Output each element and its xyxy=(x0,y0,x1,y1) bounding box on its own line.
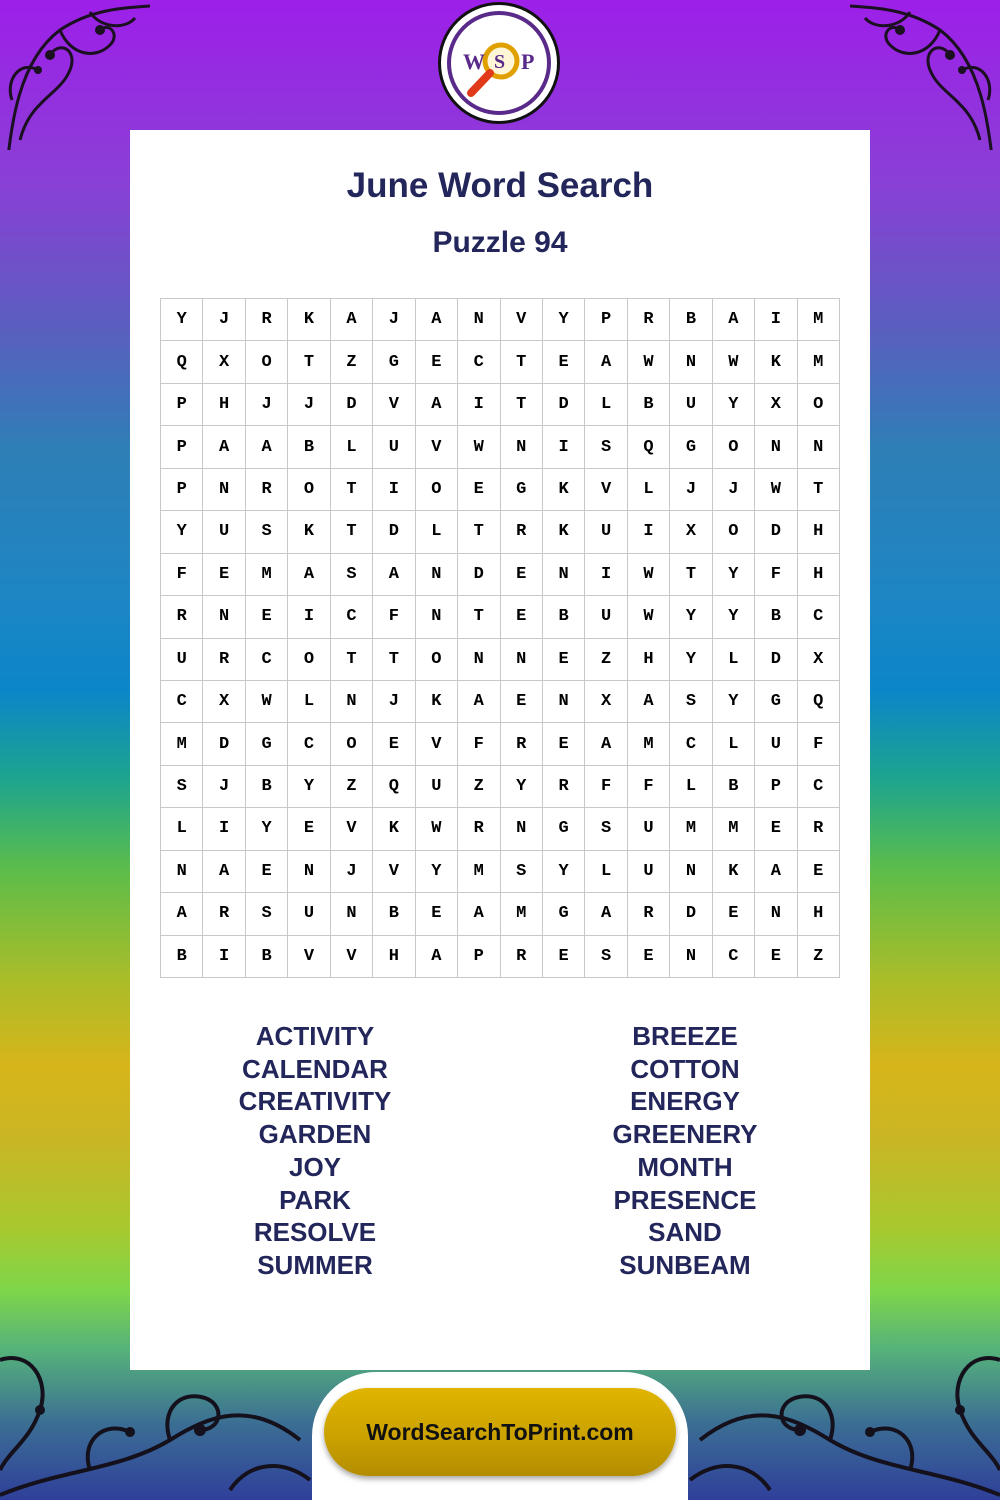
grid-cell[interactable]: Y xyxy=(670,639,712,681)
grid-cell[interactable]: S xyxy=(670,681,712,723)
website-link[interactable]: WordSearchToPrint.com xyxy=(366,1418,634,1445)
grid-cell[interactable]: Q xyxy=(628,426,670,468)
grid-cell[interactable]: K xyxy=(543,469,585,511)
grid-cell[interactable]: S xyxy=(246,511,288,553)
grid-cell[interactable]: G xyxy=(755,681,797,723)
grid-cell[interactable]: H xyxy=(373,936,415,978)
grid-cell[interactable]: E xyxy=(373,723,415,765)
grid-cell[interactable]: T xyxy=(501,384,543,426)
grid-cell[interactable]: E xyxy=(628,936,670,978)
grid-cell[interactable]: Y xyxy=(543,299,585,341)
grid-cell[interactable]: M xyxy=(161,723,203,765)
grid-cell[interactable]: S xyxy=(585,936,627,978)
grid-cell[interactable]: U xyxy=(628,808,670,850)
grid-cell[interactable]: U xyxy=(161,639,203,681)
grid-cell[interactable]: N xyxy=(670,851,712,893)
grid-cell[interactable]: E xyxy=(458,469,500,511)
grid-cell[interactable]: X xyxy=(755,384,797,426)
grid-cell[interactable]: E xyxy=(501,681,543,723)
grid-cell[interactable]: T xyxy=(331,469,373,511)
grid-cell[interactable]: A xyxy=(458,681,500,723)
grid-cell[interactable]: T xyxy=(288,341,330,383)
grid-cell[interactable]: Z xyxy=(798,936,840,978)
grid-cell[interactable]: B xyxy=(755,596,797,638)
grid-cell[interactable]: Z xyxy=(585,639,627,681)
grid-cell[interactable]: S xyxy=(246,893,288,935)
grid-cell[interactable]: Y xyxy=(161,299,203,341)
grid-cell[interactable]: R xyxy=(246,469,288,511)
grid-cell[interactable]: F xyxy=(798,723,840,765)
grid-cell[interactable]: F xyxy=(755,554,797,596)
grid-cell[interactable]: K xyxy=(713,851,755,893)
grid-cell[interactable]: Y xyxy=(288,766,330,808)
grid-cell[interactable]: A xyxy=(161,893,203,935)
word-item: RESOLVE xyxy=(253,1217,377,1248)
grid-cell[interactable]: A xyxy=(628,681,670,723)
grid-cell[interactable]: G xyxy=(670,426,712,468)
grid-cell[interactable]: Z xyxy=(331,341,373,383)
grid-cell[interactable]: G xyxy=(246,723,288,765)
grid-cell[interactable]: L xyxy=(670,766,712,808)
word-item: MONTH xyxy=(637,1151,733,1182)
grid-cell[interactable]: V xyxy=(416,723,458,765)
grid-cell[interactable]: I xyxy=(203,808,245,850)
svg-text:S: S xyxy=(494,51,506,73)
grid-cell[interactable]: A xyxy=(331,299,373,341)
grid-cell[interactable]: E xyxy=(543,639,585,681)
grid-cell[interactable]: G xyxy=(543,808,585,850)
grid-cell[interactable]: E xyxy=(203,554,245,596)
website-button[interactable] xyxy=(324,1388,676,1476)
grid-cell[interactable]: N xyxy=(458,299,500,341)
grid-cell[interactable]: B xyxy=(373,893,415,935)
grid-cell[interactable]: N xyxy=(288,851,330,893)
grid-cell[interactable]: D xyxy=(203,723,245,765)
grid-cell[interactable]: V xyxy=(416,426,458,468)
grid-cell[interactable]: U xyxy=(628,851,670,893)
grid-cell[interactable]: K xyxy=(373,808,415,850)
grid-cell[interactable]: O xyxy=(416,469,458,511)
grid-cell[interactable]: R xyxy=(161,596,203,638)
grid-cell[interactable]: E xyxy=(416,893,458,935)
grid-cell[interactable]: N xyxy=(203,596,245,638)
grid-cell[interactable]: L xyxy=(161,808,203,850)
grid-cell[interactable]: E xyxy=(798,851,840,893)
grid-cell[interactable]: J xyxy=(373,681,415,723)
grid-cell[interactable]: J xyxy=(331,851,373,893)
grid-cell[interactable]: C xyxy=(670,723,712,765)
grid-cell[interactable]: O xyxy=(246,341,288,383)
svg-text:P: P xyxy=(521,49,535,74)
grid-cell[interactable]: U xyxy=(288,893,330,935)
grid-cell[interactable]: C xyxy=(713,936,755,978)
grid-cell[interactable]: Y xyxy=(713,681,755,723)
word-item: BREEZE xyxy=(632,1021,738,1051)
grid-cell[interactable]: B xyxy=(161,936,203,978)
grid-cell[interactable]: T xyxy=(670,554,712,596)
grid-cell[interactable]: S xyxy=(585,808,627,850)
grid-cell[interactable]: J xyxy=(713,469,755,511)
word-item: CREATIVITY xyxy=(238,1086,392,1117)
grid-cell[interactable]: B xyxy=(543,596,585,638)
grid-cell[interactable]: A xyxy=(458,893,500,935)
magnifier-icon xyxy=(441,5,557,121)
grid-cell[interactable]: N xyxy=(161,851,203,893)
grid-cell[interactable]: C xyxy=(458,341,500,383)
word-item: ENERGY xyxy=(630,1086,740,1117)
grid-cell[interactable]: L xyxy=(628,469,670,511)
grid-cell[interactable]: P xyxy=(458,936,500,978)
grid-cell[interactable]: V xyxy=(585,469,627,511)
grid-cell[interactable]: D xyxy=(331,384,373,426)
grid-cell[interactable]: V xyxy=(373,851,415,893)
grid-cell[interactable]: V xyxy=(331,936,373,978)
grid-cell[interactable]: R xyxy=(203,893,245,935)
word-item: PARK xyxy=(279,1184,351,1215)
grid-cell[interactable]: O xyxy=(798,384,840,426)
grid-cell[interactable]: F xyxy=(373,596,415,638)
grid-cell[interactable]: R xyxy=(628,299,670,341)
grid-cell[interactable]: D xyxy=(755,639,797,681)
page-title: June Word Search xyxy=(346,166,654,205)
grid-cell[interactable]: N xyxy=(670,341,712,383)
grid-cell[interactable]: U xyxy=(670,384,712,426)
grid-cell[interactable]: Y xyxy=(713,554,755,596)
grid-cell[interactable]: V xyxy=(373,384,415,426)
grid-cell[interactable]: R xyxy=(628,893,670,935)
puzzle-sheet xyxy=(130,130,870,1370)
grid-cell[interactable]: B xyxy=(713,766,755,808)
grid-cell[interactable]: D xyxy=(755,511,797,553)
grid-cell[interactable]: N xyxy=(543,681,585,723)
grid-cell[interactable]: E xyxy=(713,893,755,935)
grid-cell[interactable]: F xyxy=(585,766,627,808)
grid-cell[interactable]: U xyxy=(585,511,627,553)
grid-cell[interactable]: D xyxy=(543,384,585,426)
grid-cell[interactable]: N xyxy=(203,469,245,511)
grid-cell[interactable]: C xyxy=(798,596,840,638)
grid-cell[interactable]: O xyxy=(416,639,458,681)
grid-cell[interactable]: M xyxy=(798,299,840,341)
grid-cell[interactable]: A xyxy=(585,341,627,383)
grid-cell[interactable]: D xyxy=(458,554,500,596)
grid-cell[interactable]: W xyxy=(416,808,458,850)
grid-cell[interactable]: M xyxy=(798,341,840,383)
grid-cell[interactable]: T xyxy=(373,639,415,681)
word-item: GREENERY xyxy=(612,1119,758,1150)
grid-cell[interactable]: W xyxy=(628,554,670,596)
grid-cell[interactable]: L xyxy=(585,384,627,426)
grid-cell[interactable]: E xyxy=(416,341,458,383)
grid-cell[interactable]: A xyxy=(373,554,415,596)
grid-cell[interactable]: B xyxy=(246,766,288,808)
grid-cell[interactable]: I xyxy=(628,511,670,553)
grid-cell[interactable]: T xyxy=(331,511,373,553)
grid-cell[interactable]: Y xyxy=(670,596,712,638)
grid-cell[interactable]: N xyxy=(416,596,458,638)
grid-cell[interactable]: J xyxy=(670,469,712,511)
grid-cell[interactable]: Z xyxy=(458,766,500,808)
grid-cell[interactable]: H xyxy=(798,511,840,553)
grid-cell[interactable]: E xyxy=(543,936,585,978)
grid-cell[interactable]: U xyxy=(416,766,458,808)
grid-cell[interactable]: M xyxy=(713,808,755,850)
grid-cell[interactable]: N xyxy=(501,808,543,850)
grid-cell[interactable]: D xyxy=(670,893,712,935)
grid-cell[interactable]: I xyxy=(288,596,330,638)
grid-cell[interactable]: X xyxy=(585,681,627,723)
word-item: COTTON xyxy=(630,1053,740,1084)
grid-cell[interactable]: K xyxy=(755,341,797,383)
grid-cell[interactable]: W xyxy=(246,681,288,723)
grid-cell[interactable]: J xyxy=(288,384,330,426)
word-item: GARDEN xyxy=(258,1119,372,1150)
grid-cell[interactable]: O xyxy=(288,639,330,681)
word-item: SUMMER xyxy=(257,1249,373,1280)
grid-cell[interactable]: L xyxy=(585,851,627,893)
grid-cell[interactable]: R xyxy=(501,511,543,553)
grid-cell[interactable]: K xyxy=(288,511,330,553)
grid-cell[interactable]: E xyxy=(755,936,797,978)
grid-cell[interactable]: G xyxy=(543,893,585,935)
corner-flourish-top-right xyxy=(850,0,1000,150)
grid-cell[interactable]: X xyxy=(670,511,712,553)
grid-cell[interactable]: P xyxy=(585,299,627,341)
grid-cell[interactable]: E xyxy=(288,808,330,850)
grid-cell[interactable]: R xyxy=(246,299,288,341)
grid-cell[interactable]: C xyxy=(331,596,373,638)
grid-cell[interactable]: S xyxy=(161,766,203,808)
grid-cell[interactable]: E xyxy=(543,723,585,765)
grid-cell[interactable]: Q xyxy=(798,681,840,723)
grid-cell[interactable]: A xyxy=(755,851,797,893)
grid-cell[interactable]: F xyxy=(161,554,203,596)
grid-cell[interactable]: U xyxy=(373,426,415,468)
grid-cell[interactable]: U xyxy=(585,596,627,638)
grid-cell[interactable]: S xyxy=(331,554,373,596)
grid-cell[interactable]: A xyxy=(713,299,755,341)
grid-cell[interactable]: L xyxy=(713,723,755,765)
svg-text:W: W xyxy=(463,49,485,74)
grid-cell[interactable]: B xyxy=(288,426,330,468)
grid-cell[interactable]: X xyxy=(203,341,245,383)
grid-cell[interactable]: A xyxy=(203,426,245,468)
grid-cell[interactable]: G xyxy=(501,469,543,511)
grid-cell[interactable]: N xyxy=(755,893,797,935)
grid-cell[interactable]: C xyxy=(798,766,840,808)
letter-grid[interactable] xyxy=(160,298,840,978)
grid-cell[interactable]: C xyxy=(161,681,203,723)
grid-cell[interactable]: P xyxy=(161,469,203,511)
grid-cell[interactable]: D xyxy=(373,511,415,553)
grid-cell[interactable]: Y xyxy=(501,766,543,808)
grid-cell[interactable]: O xyxy=(713,426,755,468)
grid-cell[interactable]: V xyxy=(288,936,330,978)
grid-cell[interactable]: P xyxy=(755,766,797,808)
grid-cell[interactable]: J xyxy=(203,299,245,341)
grid-cell[interactable]: W xyxy=(755,469,797,511)
grid-cell[interactable]: R xyxy=(458,808,500,850)
grid-cell[interactable]: H xyxy=(798,893,840,935)
grid-cell[interactable]: H xyxy=(628,639,670,681)
grid-cell[interactable]: M xyxy=(501,893,543,935)
grid-cell[interactable]: M xyxy=(670,808,712,850)
grid-cell[interactable]: P xyxy=(161,426,203,468)
grid-cell[interactable]: O xyxy=(713,511,755,553)
grid-cell[interactable]: J xyxy=(246,384,288,426)
grid-cell[interactable]: Y xyxy=(161,511,203,553)
grid-cell[interactable]: R xyxy=(203,639,245,681)
grid-cell[interactable]: J xyxy=(203,766,245,808)
grid-cell[interactable]: N xyxy=(501,426,543,468)
grid-cell[interactable]: B xyxy=(628,384,670,426)
grid-cell[interactable]: I xyxy=(755,299,797,341)
grid-cell[interactable]: K xyxy=(288,299,330,341)
grid-cell[interactable]: Y xyxy=(713,596,755,638)
grid-cell[interactable]: F xyxy=(458,723,500,765)
grid-cell[interactable]: T xyxy=(798,469,840,511)
grid-cell[interactable]: X xyxy=(203,681,245,723)
grid-cell[interactable]: N xyxy=(670,936,712,978)
grid-cell[interactable]: L xyxy=(416,511,458,553)
grid-cell[interactable]: A xyxy=(585,723,627,765)
corner-flourish-top-left xyxy=(0,0,150,150)
grid-cell[interactable]: E xyxy=(501,596,543,638)
grid-cell[interactable]: U xyxy=(755,723,797,765)
grid-cell[interactable]: K xyxy=(416,681,458,723)
grid-cell[interactable]: C xyxy=(246,639,288,681)
word-item: ACTIVITY xyxy=(255,1021,375,1051)
grid-cell[interactable]: V xyxy=(501,299,543,341)
grid-cell[interactable]: Y xyxy=(416,851,458,893)
grid-cell[interactable]: X xyxy=(798,639,840,681)
grid-cell[interactable]: V xyxy=(331,808,373,850)
grid-cell[interactable]: O xyxy=(331,723,373,765)
grid-cell[interactable]: L xyxy=(288,681,330,723)
grid-cell[interactable]: B xyxy=(246,936,288,978)
grid-cell[interactable]: A xyxy=(246,426,288,468)
word-list-right xyxy=(500,1020,870,1282)
grid-cell[interactable]: I xyxy=(203,936,245,978)
grid-cell[interactable]: S xyxy=(501,851,543,893)
word-item: PRESENCE xyxy=(613,1184,757,1215)
grid-cell[interactable]: R xyxy=(501,936,543,978)
grid-cell[interactable]: A xyxy=(416,299,458,341)
grid-cell[interactable]: M xyxy=(458,851,500,893)
grid-cell[interactable]: W xyxy=(713,341,755,383)
word-item: SAND xyxy=(648,1217,722,1248)
site-logo[interactable] xyxy=(438,2,560,124)
grid-cell[interactable]: W xyxy=(628,596,670,638)
grid-cell[interactable]: P xyxy=(161,384,203,426)
grid-cell[interactable]: H xyxy=(798,554,840,596)
grid-cell[interactable]: L xyxy=(713,639,755,681)
grid-cell[interactable]: J xyxy=(373,299,415,341)
grid-cell[interactable]: O xyxy=(288,469,330,511)
grid-cell[interactable]: W xyxy=(628,341,670,383)
grid-cell[interactable]: E xyxy=(543,341,585,383)
grid-cell[interactable]: N xyxy=(501,639,543,681)
grid-cell[interactable]: E xyxy=(246,851,288,893)
grid-cell[interactable]: A xyxy=(288,554,330,596)
grid-cell[interactable]: I xyxy=(585,554,627,596)
grid-cell[interactable]: E xyxy=(501,554,543,596)
grid-cell[interactable]: R xyxy=(501,723,543,765)
grid-cell[interactable]: I xyxy=(543,426,585,468)
word-item: CALENDAR xyxy=(242,1053,388,1084)
grid-cell[interactable]: M xyxy=(628,723,670,765)
word-list-left xyxy=(130,1020,500,1282)
grid-cell[interactable]: L xyxy=(331,426,373,468)
grid-cell[interactable]: S xyxy=(585,426,627,468)
grid-cell[interactable]: M xyxy=(246,554,288,596)
grid-cell[interactable]: Y xyxy=(713,384,755,426)
grid-cell[interactable]: N xyxy=(543,554,585,596)
grid-cell[interactable]: E xyxy=(755,808,797,850)
grid-cell[interactable]: Y xyxy=(246,808,288,850)
grid-cell[interactable]: G xyxy=(373,341,415,383)
grid-cell[interactable]: N xyxy=(331,893,373,935)
word-list xyxy=(130,1020,870,1282)
word-item: SUNBEAM xyxy=(619,1249,751,1280)
grid-cell[interactable]: A xyxy=(416,936,458,978)
grid-cell[interactable]: N xyxy=(331,681,373,723)
grid-cell[interactable]: Y xyxy=(543,851,585,893)
grid-cell[interactable]: N xyxy=(798,426,840,468)
grid-cell[interactable]: A xyxy=(585,893,627,935)
grid-cell[interactable]: C xyxy=(288,723,330,765)
grid-cell[interactable]: N xyxy=(458,639,500,681)
grid-cell[interactable]: I xyxy=(373,469,415,511)
grid-cell[interactable]: A xyxy=(416,384,458,426)
grid-cell[interactable]: A xyxy=(203,851,245,893)
grid-cell[interactable]: T xyxy=(331,639,373,681)
grid-cell[interactable]: K xyxy=(543,511,585,553)
grid-cell[interactable]: E xyxy=(246,596,288,638)
puzzle-number: Puzzle 94 xyxy=(432,226,568,259)
grid-cell[interactable]: Z xyxy=(331,766,373,808)
grid-cell[interactable]: R xyxy=(798,808,840,850)
grid-cell[interactable]: Q xyxy=(161,341,203,383)
grid-cell[interactable]: F xyxy=(628,766,670,808)
grid-cell[interactable]: T xyxy=(458,511,500,553)
grid-cell[interactable]: R xyxy=(543,766,585,808)
grid-cell[interactable]: Q xyxy=(373,766,415,808)
grid-cell[interactable]: N xyxy=(416,554,458,596)
grid-cell[interactable]: U xyxy=(203,511,245,553)
grid-cell[interactable]: W xyxy=(458,426,500,468)
word-item: JOY xyxy=(288,1151,342,1182)
grid-cell[interactable]: I xyxy=(458,384,500,426)
grid-cell[interactable]: T xyxy=(458,596,500,638)
grid-cell[interactable]: N xyxy=(755,426,797,468)
grid-cell[interactable]: H xyxy=(203,384,245,426)
grid-cell[interactable]: T xyxy=(501,341,543,383)
grid-cell[interactable]: B xyxy=(670,299,712,341)
